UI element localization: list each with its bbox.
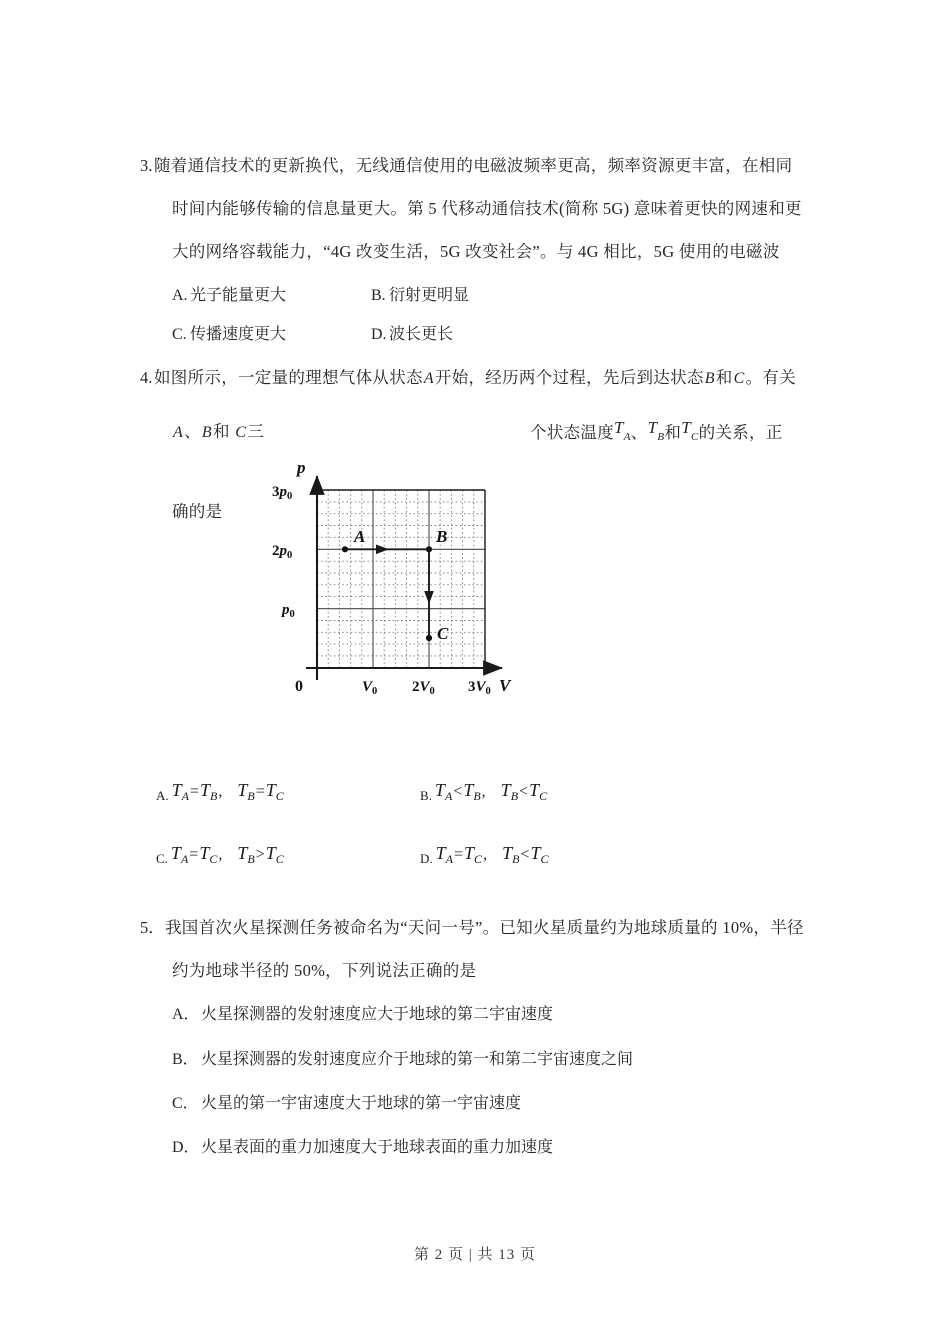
question-3-option-d-text[interactable]: 波长更长: [389, 326, 454, 343]
question-4-option-c[interactable]: $_{C.}$ $T_A=T_C$, $T_B>T_C$: [156, 843, 284, 866]
question-5-option-c-text[interactable]: 火星的第一宇宙速度大于地球的第一宇宙速度: [201, 1095, 522, 1112]
question-4-stem-left-fragment: [172, 424, 264, 441]
q4-left-var-a: A: [173, 424, 184, 441]
question-3-option-b-text[interactable]: 衍射更明显: [389, 287, 470, 304]
page-footer: 第 2 页 | 共 13 页: [413, 1247, 536, 1263]
question-5-option-d-label: D．: [172, 1139, 200, 1156]
point-a-marker: [342, 546, 348, 552]
question-4-stem-right-fragment: [530, 418, 783, 445]
question-4-option-a-label: A.: [156, 788, 169, 803]
question-5-number: 5．: [140, 918, 165, 937]
question-3-number: 3.: [140, 156, 153, 175]
q4-right-he: 和: [664, 423, 682, 442]
point-c-marker: [426, 635, 432, 641]
point-b-label: B: [436, 527, 448, 546]
q4-stem-pre: 如图所示，一定量的理想气体从状态: [154, 368, 423, 387]
y-axis-label: p: [297, 458, 306, 477]
question-3-stem-line-3: 大的网络容载能力，“4G 改变生活，5G 改变社会”。与 4G 相比，5G 使用的电磁波: [172, 242, 780, 261]
question-4-option-d[interactable]: $_{D.}$ $T_A=T_C$, $T_B<T_C$: [420, 843, 549, 866]
process-a-to-b-arrowhead: [376, 545, 389, 555]
q4-symbol-tc: $T_C$: [681, 418, 699, 444]
q4-var-c-inline: C: [733, 370, 745, 387]
question-3-option-a-label: A.: [172, 287, 188, 304]
q4-stem-and: 和: [715, 368, 733, 387]
question-4-option-b-label: B.: [420, 788, 432, 803]
q4-left-he: 和: [212, 422, 230, 441]
question-3-option-a-text[interactable]: 光子能量更大: [190, 287, 287, 304]
q4-var-b-inline: B: [704, 370, 715, 387]
q4-right-pre: 个状态温度: [530, 423, 614, 442]
process-b-to-c-arrowhead: [424, 591, 434, 604]
q4-var-a-inline: A: [423, 370, 434, 387]
question-3-option-d-label: D.: [371, 326, 387, 343]
x-axis-label: V: [499, 676, 511, 695]
x-tick-label-2v0: $2V_0$: [412, 679, 435, 697]
q4-stem-post: 。有关: [745, 368, 796, 387]
question-3-option-b-label: B.: [371, 287, 386, 304]
minor-grid-horizontal: [317, 502, 485, 656]
y-tick-label-p0: $p_0$: [282, 602, 295, 620]
major-gridlines: [317, 490, 485, 668]
question-4-stem-line-1: [154, 370, 796, 387]
question-4-option-b[interactable]: $_{B.}$ $T_A<T_B$, $T_B<T_C$: [420, 780, 548, 803]
question-5-option-a-label: A．: [172, 1006, 200, 1023]
question-5-option-a-text[interactable]: 火星探测器的发射速度应大于地球的第二宇宙速度: [201, 1006, 554, 1023]
origin-label: 0: [295, 678, 303, 695]
q4-left-san: 三: [247, 422, 265, 441]
q4-right-sep: 、: [630, 423, 648, 442]
y-tick-label-2p0: $2p_0$: [272, 543, 293, 561]
point-a-label: A: [354, 527, 366, 546]
question-3-stem-line-1: 随着通信技术的更新换代，无线通信使用的电磁波频率更高，频率资源更丰富，在相同: [154, 156, 793, 175]
pv-diagram-figure: [268, 448, 518, 700]
q4-symbol-ta: $T_A$: [614, 418, 631, 444]
point-b-marker: [426, 546, 432, 552]
x-tick-label-3v0: $3V_0$: [468, 679, 491, 697]
question-4-number: 4.: [140, 368, 153, 387]
point-c-label: C: [437, 624, 449, 643]
plot-border: [317, 490, 485, 668]
question-4-stem-tail: 确的是: [172, 502, 223, 521]
question-5-option-c-label: C．: [172, 1095, 199, 1112]
question-5-option-b-text[interactable]: 火星探测器的发射速度应介于地球的第一和第二宇宙速度之间: [201, 1051, 634, 1068]
q4-left-var-c: C: [235, 424, 247, 441]
question-4-option-a[interactable]: $_{A.}$ $T_A=T_B$, $T_B=T_C$: [156, 780, 284, 803]
question-3-option-c-label: C.: [172, 326, 187, 343]
question-3-option-c-text[interactable]: 传播速度更大: [190, 326, 287, 343]
question-3-stem-line-2: 时间内能够传输的信息量更大。第 5 代移动通信技术(简称 5G) 意味着更快的网速和更: [172, 199, 802, 218]
q4-symbol-tb: $T_B$: [647, 418, 665, 444]
q4-right-post: 的关系，正: [698, 423, 783, 442]
question-5-stem-line-1: 我国首次火星探测任务被命名为“天问一号”。已知火星质量约为地球质量的 10%，半径: [165, 918, 804, 937]
x-tick-label-v0: $V_0$: [362, 679, 378, 697]
q4-stem-mid: 开始，经历两个过程，先后到达状态: [434, 368, 704, 387]
minor-grid-vertical: [328, 490, 474, 668]
y-tick-label-3p0: $3p_0$: [272, 484, 293, 502]
question-4-option-c-label: C.: [156, 851, 168, 866]
question-4-option-d-label: D.: [420, 851, 433, 866]
question-5-option-b-label: B．: [172, 1051, 199, 1068]
question-5-option-d-text[interactable]: 火星表面的重力加速度大于地球表面的重力加速度: [201, 1139, 554, 1156]
q4-left-sep: 、: [184, 422, 201, 441]
q4-left-var-b: B: [201, 424, 212, 441]
question-5-stem-line-2: 约为地球半径的 50%，下列说法正确的是: [172, 961, 477, 980]
